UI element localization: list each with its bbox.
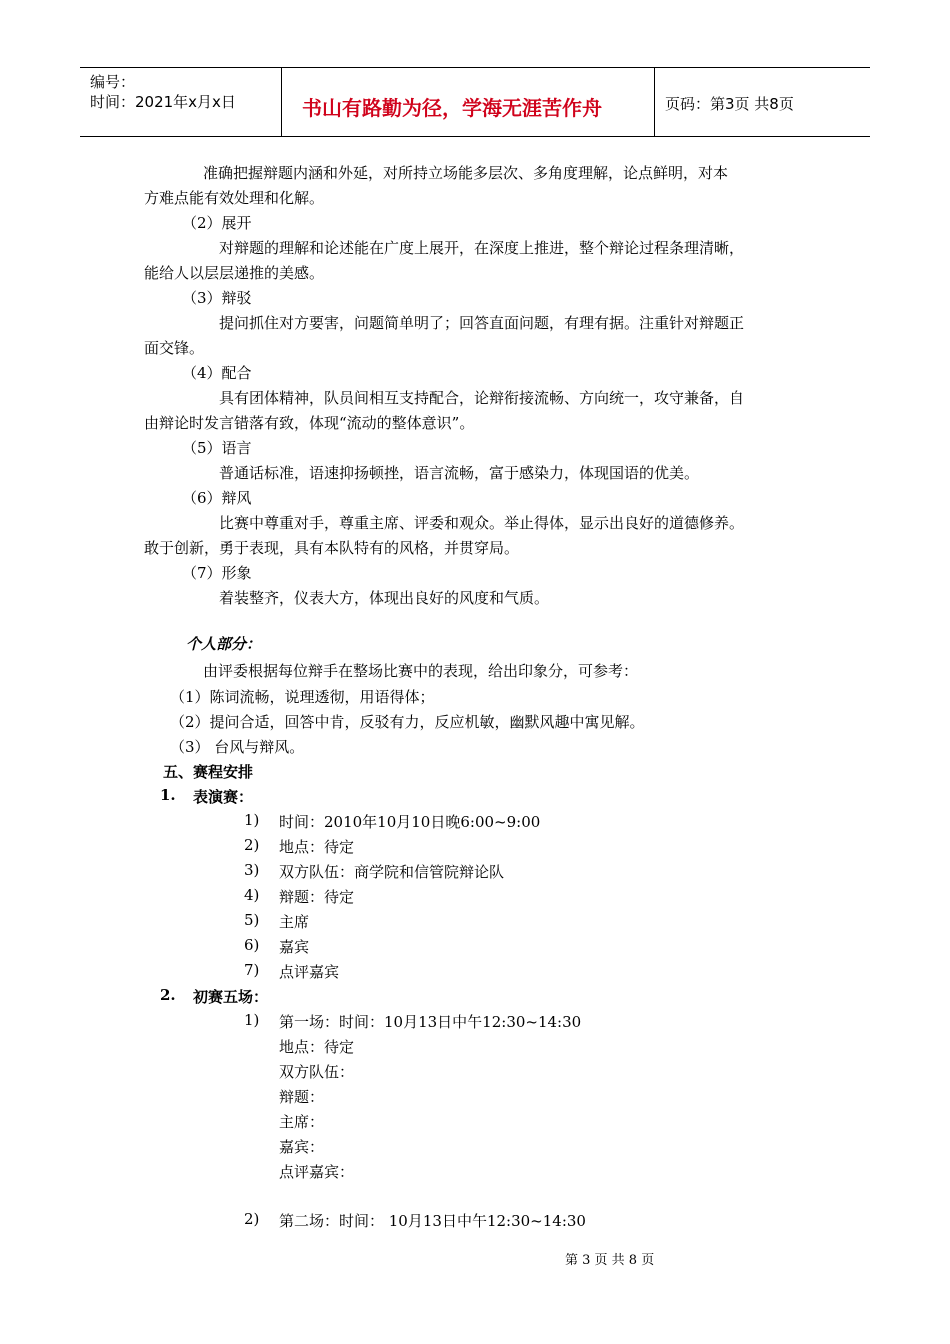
- paragraph-line: 敢于创新，勇于表现，具有本队特有的风格，并贯穿局。: [144, 539, 520, 557]
- item-heading: （4）配合: [182, 364, 252, 382]
- paragraph-line: 准确把握辩题内涵和外延，对所持立场能多层次、多角度理解，论点鲜明，对本: [203, 164, 729, 182]
- list-item: 时间：2010年10月10日晚6:00~9:00: [279, 813, 541, 831]
- subsection-number: 1.: [160, 786, 176, 804]
- header-motto: 书山有路勤为径，学海无涯苦作舟: [302, 96, 602, 120]
- match-line: 地点：待定: [279, 1038, 355, 1056]
- match-line: 辩题：: [279, 1088, 325, 1106]
- item-heading: （7）形象: [182, 564, 252, 582]
- personal-item: （3） 台风与辩风。: [170, 738, 305, 756]
- paragraph-line: 由辩论时发言错落有致，体现“流动的整体意识”。: [144, 414, 475, 432]
- header-divider: [654, 68, 655, 136]
- subsection-title: 表演赛：: [193, 788, 254, 806]
- list-item: 嘉宾: [279, 938, 310, 956]
- paragraph-line: 对辩题的理解和论述能在广度上展开，在深度上推进，整个辩论过程条理清晰，: [219, 239, 745, 257]
- personal-item: （2）提问合适，回答中肯，反驳有力，反应机敏，幽默风趣中寓见解。: [170, 713, 645, 731]
- match-line: 嘉宾：: [279, 1138, 325, 1156]
- list-number: 2): [244, 836, 260, 854]
- header-date-label: 时间：2021年x月x日: [90, 93, 236, 111]
- match-line: 双方队伍：: [279, 1063, 355, 1081]
- list-number: 1): [244, 811, 260, 829]
- item-heading: （2）展开: [182, 214, 252, 232]
- paragraph-line: 方难点能有效处理和化解。: [144, 189, 325, 207]
- list-item: 点评嘉宾: [279, 963, 340, 981]
- list-number: 4): [244, 886, 260, 904]
- paragraph-line: 提问抓住对方要害，问题简单明了；回答直面问题，有理有据。注重针对辩题正: [219, 314, 745, 332]
- list-number: 1): [244, 1011, 260, 1029]
- match-line: 主席：: [279, 1113, 325, 1131]
- section-title: 五、赛程安排: [163, 763, 254, 781]
- paragraph-line: 能给人以层层递推的美感。: [144, 264, 325, 282]
- page-footer: 第 3 页 共 8 页: [565, 1253, 655, 1268]
- paragraph-line: 具有团体精神，队员间相互支持配合，论辩衔接流畅、方向统一，攻守兼备，自: [219, 389, 745, 407]
- list-item: 主席: [279, 913, 310, 931]
- subsection-title: 初赛五场：: [193, 988, 269, 1006]
- paragraph-line: 比赛中尊重对手，尊重主席、评委和观众。举止得体，显示出良好的道德修养。: [219, 514, 745, 532]
- header-divider: [281, 68, 282, 136]
- match-line: 第一场：时间：10月13日中午12:30~14:30: [279, 1013, 582, 1031]
- personal-section-title: 个人部分：: [186, 635, 262, 653]
- paragraph-line: 面交锋。: [144, 339, 205, 357]
- paragraph-line: 着装整齐，仪表大方，体现出良好的风度和气质。: [219, 589, 550, 607]
- item-heading: （5）语言: [182, 439, 252, 457]
- list-number: 2): [244, 1210, 260, 1228]
- list-number: 7): [244, 961, 260, 979]
- paragraph-line: 普通话标准，语速抑扬顿挫，语言流畅，富于感染力，体现国语的优美。: [219, 464, 700, 482]
- paragraph-line: 由评委根据每位辩手在整场比赛中的表现，给出印象分，可参考：: [203, 662, 639, 680]
- personal-item: （1）陈词流畅，说理透彻，用语得体；: [170, 688, 435, 706]
- item-heading: （3）辩驳: [182, 289, 252, 307]
- match-line: 点评嘉宾：: [279, 1163, 355, 1181]
- list-number: 6): [244, 936, 260, 954]
- header-number-label: 编号：: [90, 73, 136, 91]
- item-heading: （6）辩风: [182, 489, 252, 507]
- list-item: 双方队伍：商学院和信管院辩论队: [279, 863, 505, 881]
- list-item: 地点：待定: [279, 838, 355, 856]
- list-number: 5): [244, 911, 260, 929]
- header-page-label: 页码：第3页 共8页: [665, 95, 794, 113]
- list-item: 辩题：待定: [279, 888, 355, 906]
- match-line: 第二场：时间： 10月13日中午12:30~14:30: [279, 1212, 586, 1230]
- subsection-number: 2.: [160, 986, 176, 1004]
- list-number: 3): [244, 861, 260, 879]
